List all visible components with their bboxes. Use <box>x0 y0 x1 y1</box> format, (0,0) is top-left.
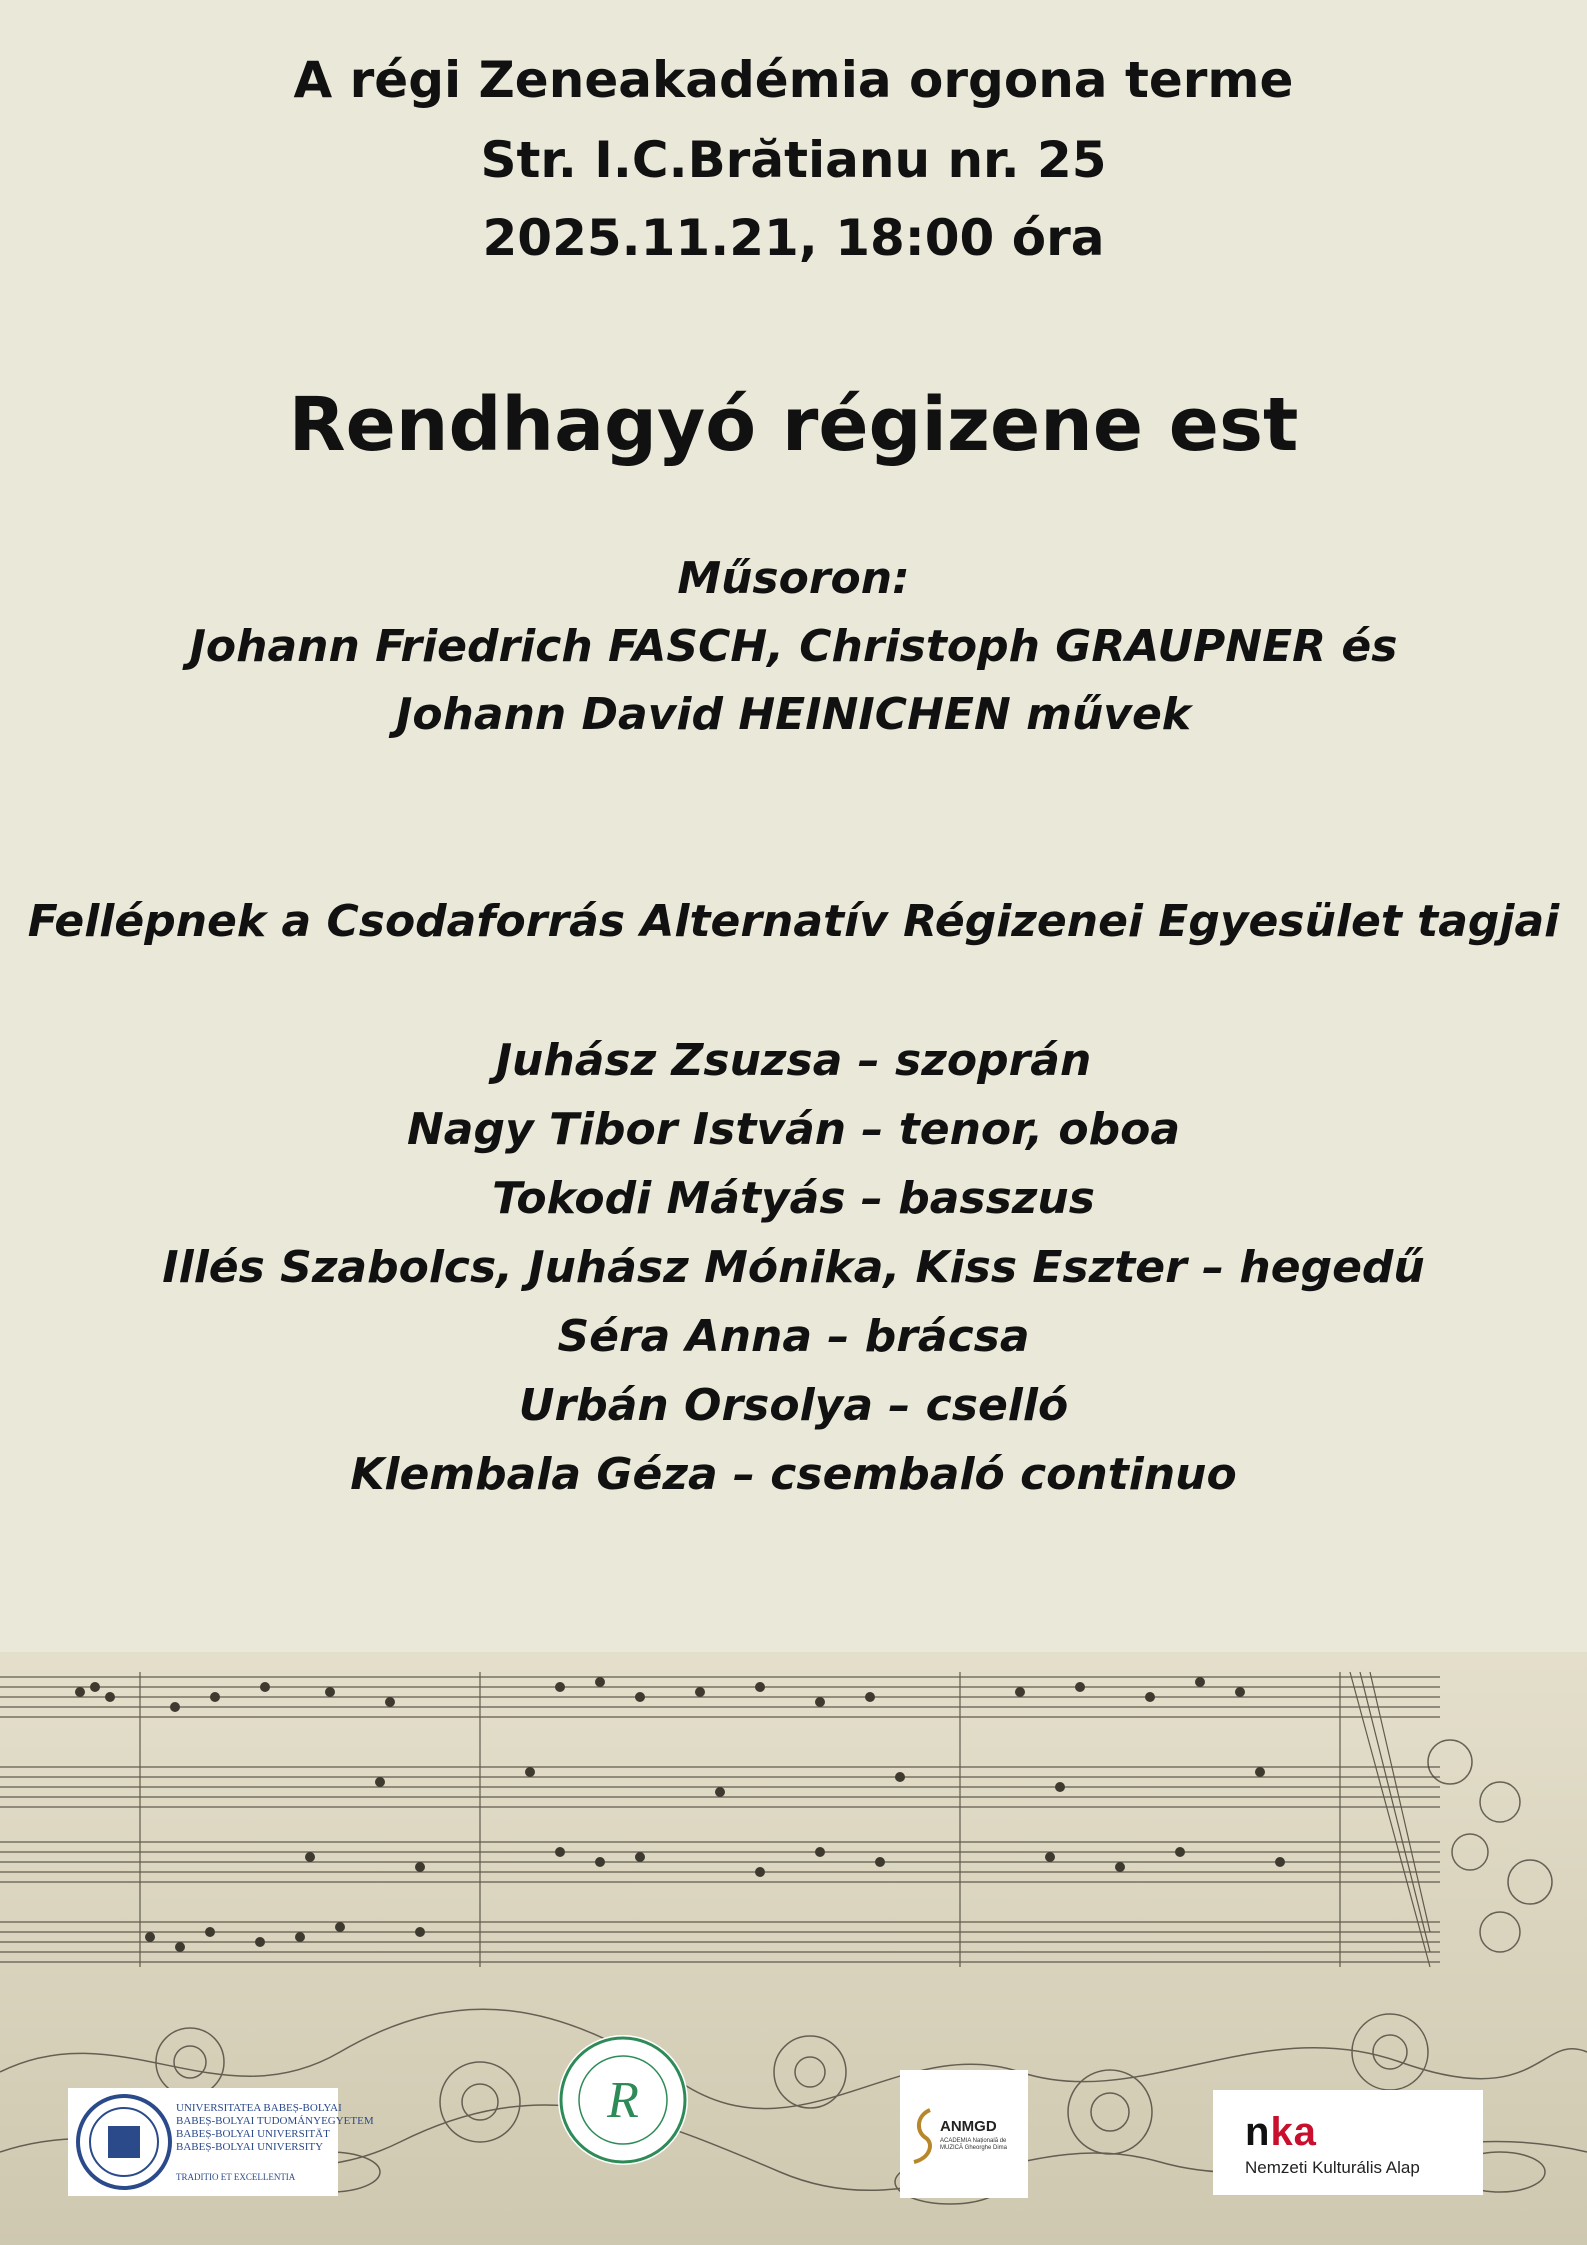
theology-seal-icon <box>558 2035 688 2165</box>
performer-list <box>0 1026 1587 1509</box>
nka-mark: nka <box>1245 2110 1317 2154</box>
program-works-line-1: Johann Friedrich FASCH, Christoph GRAUPNER és <box>189 621 1398 672</box>
venue-address: Str. I.C.Brătianu nr. 25 <box>480 131 1107 189</box>
ubb-motto: TRADITIO ET EXCELLENTIA <box>176 2172 296 2182</box>
nka-logo <box>1213 2090 1483 2195</box>
event-datetime: 2025.11.21, 18:00 óra <box>482 209 1105 267</box>
venue-name: A régi Zeneakadémia orgona terme <box>293 51 1294 109</box>
performer-item: Séra Anna – brácsa <box>557 1311 1030 1362</box>
event-title: Rendhagyó régizene est <box>288 382 1299 468</box>
performer-item: Nagy Tibor István – tenor, oboa <box>406 1104 1181 1155</box>
anmgd-logo <box>900 2070 1028 2198</box>
nka-name: Nemzeti Kulturális Alap <box>1245 2158 1420 2177</box>
anmgd-emblem-icon <box>908 2106 938 2166</box>
theology-monogram: R <box>607 2072 639 2129</box>
performer-item: Juhász Zsuzsa – szoprán <box>495 1035 1092 1086</box>
program-label: Műsoron: <box>677 553 910 604</box>
anmgd-mark: ANMGD <box>940 2118 997 2135</box>
program-works-line-2: Johann David HEINICHEN művek <box>395 689 1192 740</box>
performer-item: Klembala Géza – csembaló continuo <box>350 1449 1237 1500</box>
performer-item: Urbán Orsolya – cselló <box>518 1380 1069 1431</box>
performer-item: Illés Szabolcs, Juhász Mónika, Kiss Eszter – hegedű <box>162 1242 1425 1293</box>
performers-intro: Fellépnek a Csodaforrás Alternatív Régizenei Egyesület tagjai <box>27 896 1560 947</box>
performer-item: Tokodi Mátyás – basszus <box>492 1173 1095 1224</box>
ubb-logo <box>68 2088 374 2196</box>
anmgd-subtitle: ACADEMIA Națională de MUZICĂ Gheorghe Dima <box>940 2138 1008 2151</box>
ubb-name-lines: UNIVERSITATEA BABEȘ-BOLYAI BABEȘ-BOLYAI TUDOMÁNYEGYETEM BABEȘ-BOLYAI UNIVERSITÄT BABEȘ-BOLYAI UNIVERSITY <box>176 2102 374 2153</box>
theology-seal-logo <box>558 2035 688 2165</box>
ubb-seal-icon <box>74 2092 174 2192</box>
